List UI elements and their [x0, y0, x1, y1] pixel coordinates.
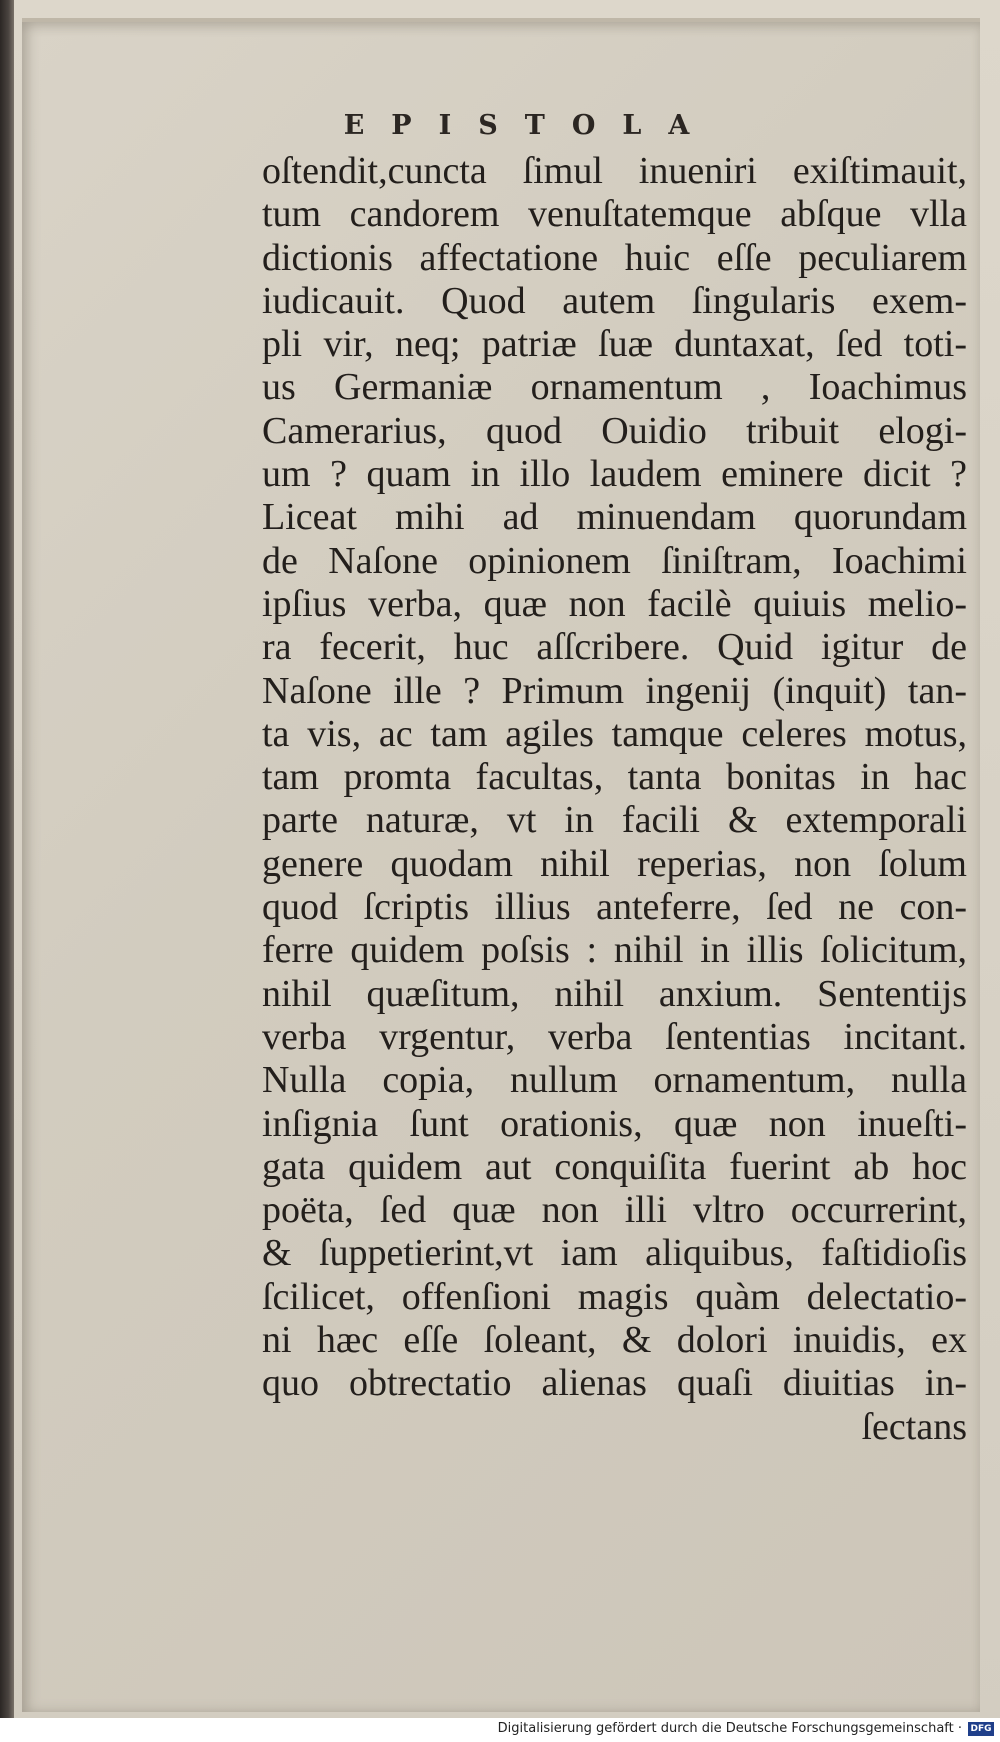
funding-credit: Digitalisierung gefördert durch die Deutsche Forschungsgemeinschaft · [497, 1721, 962, 1736]
text-line: dictionis affectatione huic eſſe peculiarem [262, 236, 967, 279]
text-line: Camerarius, quod Ouidio tribuit elogi- [262, 409, 967, 452]
dfg-logo-icon: DFG [968, 1722, 994, 1736]
text-line: verba vrgentur, verba ſententias incitant. [262, 1015, 967, 1058]
text-line: parte naturæ, vt in facili & extemporali [262, 799, 967, 842]
text-line: genere quodam nihil reperias, non ſolum [262, 842, 967, 885]
text-line: Nulla copia, nullum ornamentum, nulla [262, 1059, 967, 1102]
text-line: ra fecerit, huc aſſcribere. Quid igitur de [262, 626, 967, 669]
text-line: nihil quæſitum, nihil anxium. Sententijs [262, 972, 967, 1015]
text-line: tum candorem venuſtatemque abſque vlla [262, 193, 967, 236]
text-line: oſtendit,cuncta ſimul inueniri exiſtimauit, [262, 150, 967, 192]
text-line: pli vir, neq; patriæ ſuæ duntaxat, ſed toti- [262, 323, 967, 366]
running-head: EPISTOLA [343, 110, 717, 141]
body-text [262, 150, 967, 1449]
text-line: & ſuppetierint,vt iam aliquibus, faſtidioſis [262, 1232, 967, 1275]
book-spine-edge [0, 0, 14, 1742]
catchword: ſectans [861, 1405, 967, 1448]
text-line: quo obtrectatio alienas quaſi diuitias in- [262, 1362, 967, 1405]
text-line: tam promta facultas, tanta bonitas in hac [262, 756, 967, 799]
text-line: us Germaniæ ornamentum , Ioachimus [262, 366, 967, 409]
text-line: poëta, ſed quæ non illi vltro occurrerint, [262, 1189, 967, 1232]
text-line: ni hæc eſſe ſoleant, & dolori inuidis, ex [262, 1319, 967, 1362]
text-line: ta vis, ac tam agiles tamque celeres motus, [262, 712, 967, 755]
text-line: iudicauit. Quod autem ſingularis exem- [262, 279, 967, 322]
footer-bar [0, 1718, 1000, 1742]
text-line: ferre quidem poſsis : nihil in illis ſolicitum, [262, 929, 967, 972]
text-line: inſignia ſunt orationis, quæ non inueſti- [262, 1102, 967, 1145]
text-line: um ? quam in illo laudem eminere dicit ? [262, 453, 967, 496]
text-line: Naſone ille ? Primum ingenij (inquit) tan- [262, 669, 967, 712]
text-line: gata quidem aut conquiſita fuerint ab hoc [262, 1145, 967, 1188]
text-line: ipſius verba, quæ non facilè quiuis melio- [262, 582, 967, 625]
text-line: de Naſone opinionem ſiniſtram, Ioachimi [262, 539, 967, 582]
text-line: ſcilicet, offenſioni magis quàm delectatio- [262, 1275, 967, 1318]
text-line: Liceat mihi ad minuendam quorundam [262, 496, 967, 539]
text-line: quod ſcriptis illius anteferre, ſed ne con- [262, 886, 967, 929]
